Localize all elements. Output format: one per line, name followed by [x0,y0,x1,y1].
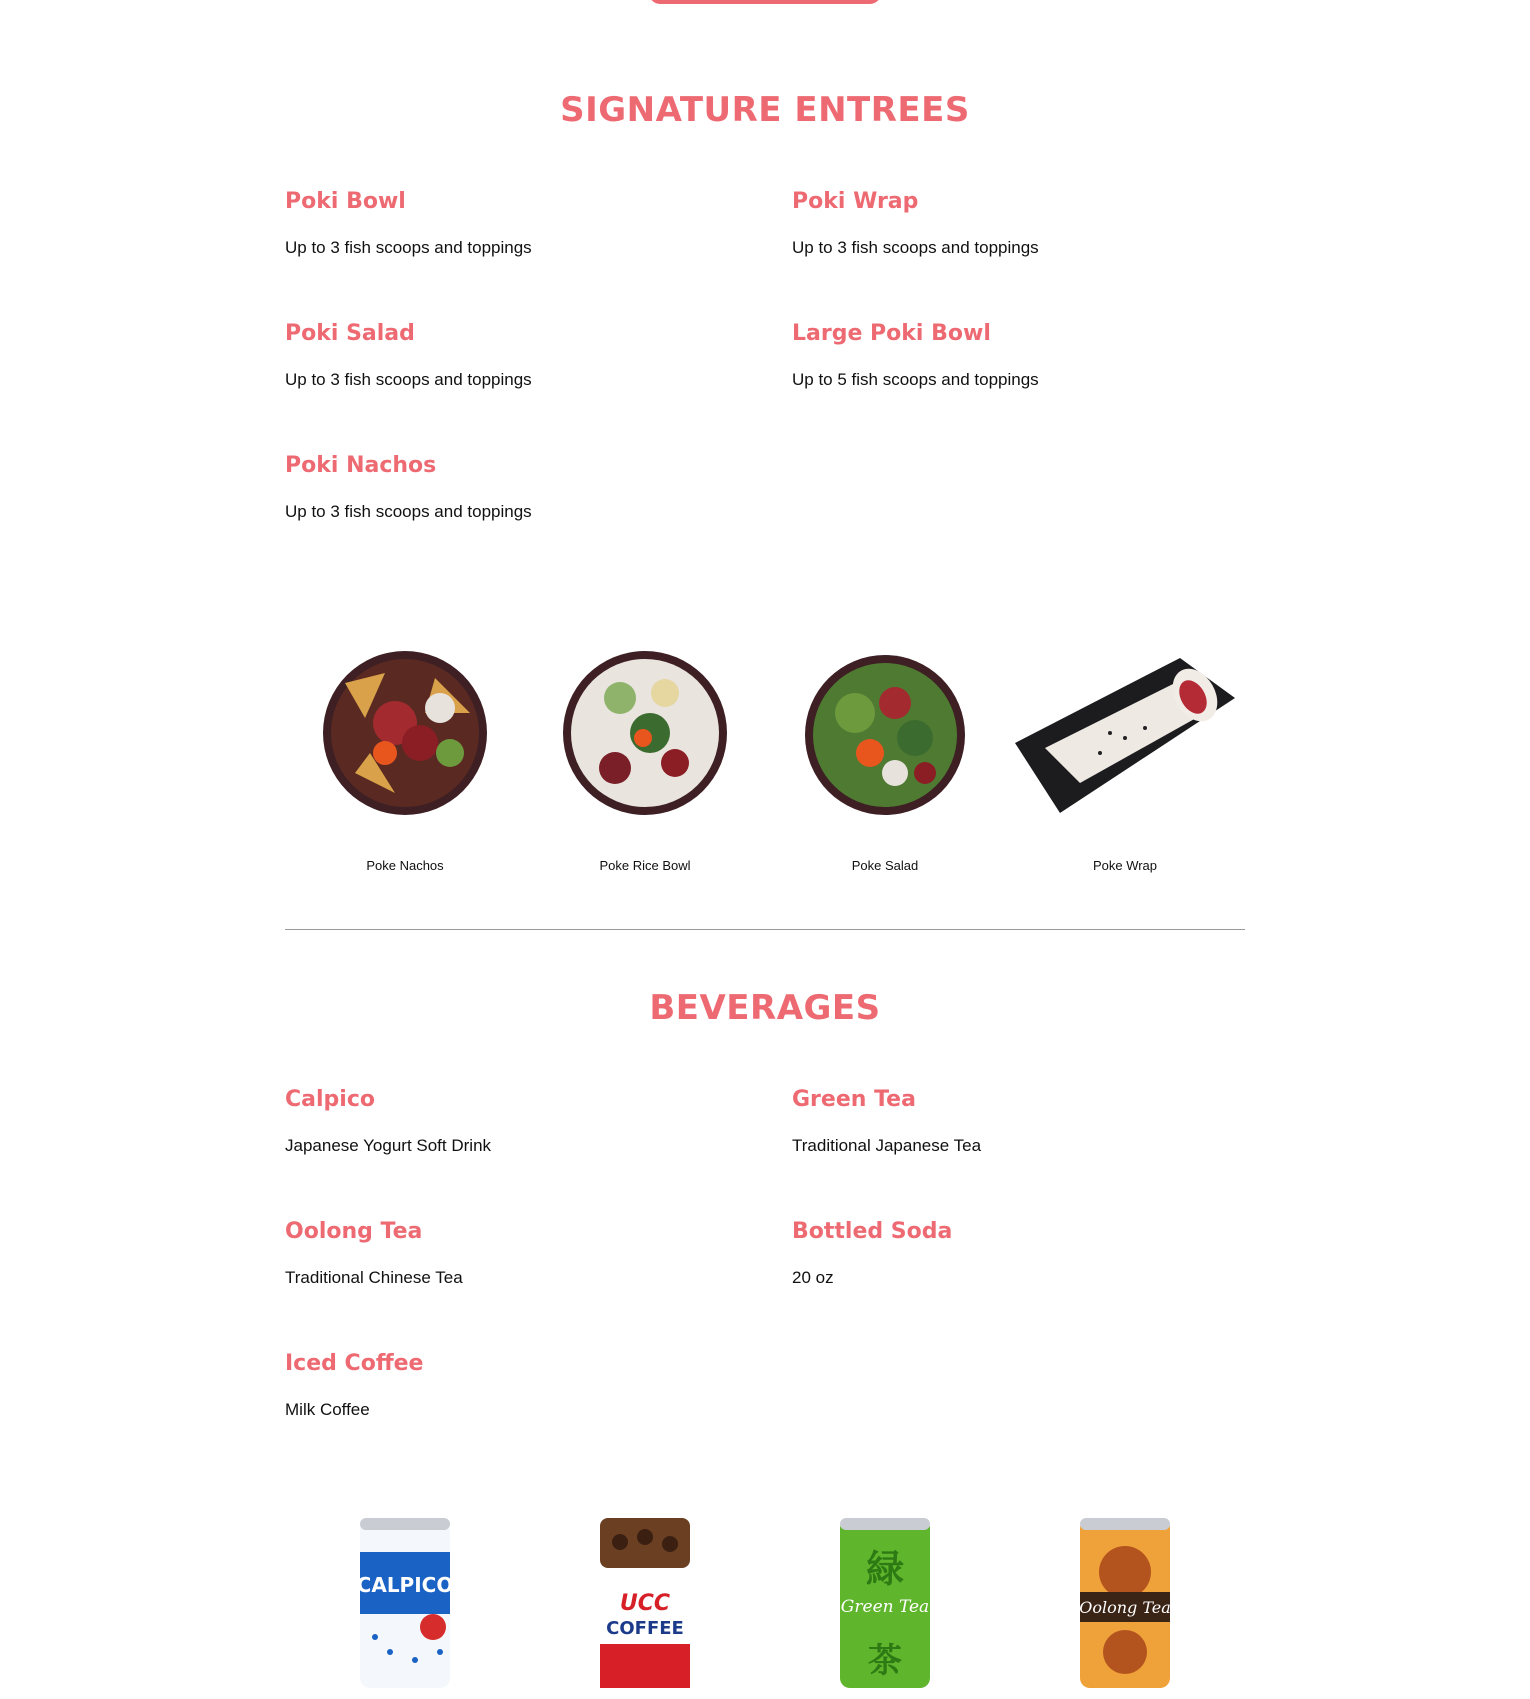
menu-item-bottled-soda [792,1218,1272,1287]
svg-text:緑: 緑 [865,1546,905,1591]
gallery-caption: Poke Wrap [1092,858,1158,873]
menu-item-poki-nachos [285,452,765,521]
gallery-caption: Poke Rice Bowl [599,858,691,873]
svg-text:UCC: UCC [619,1591,671,1616]
gallery-caption: Poke Salad [851,858,919,873]
item-name: Oolong Tea [285,1219,423,1244]
item-name: Green Tea [792,1087,916,1112]
svg-text:COFFEE: COFFEE [606,1618,684,1639]
item-description: Up to 5 fish scoops and toppings [792,370,1039,389]
item-name: Poki Salad [285,321,415,346]
gallery-item-calpico[interactable] [285,1512,525,1699]
menu-item-iced-coffee [285,1350,765,1419]
gallery-item-oolong-tea[interactable] [1005,1512,1245,1699]
gallery-item-green-tea[interactable] [765,1512,1005,1699]
item-description: 20 oz [792,1268,834,1287]
svg-text:茶: 茶 [868,1641,902,1681]
item-name: Bottled Soda [792,1219,953,1244]
ucc-coffee-can[interactable] [525,1512,765,1694]
item-description: Up to 3 fish scoops and toppings [792,238,1039,257]
beverages-section-title: BEVERAGES [649,988,881,1028]
menu-item-green-tea [792,1086,1272,1155]
menu-item-poki-salad [285,320,765,389]
gallery-item-poke-nachos[interactable] [285,643,525,873]
oolong-tea-can[interactable] [1005,1512,1245,1694]
svg-text:Oolong Tea: Oolong Tea [1079,1598,1171,1617]
calpico-can[interactable] [285,1512,525,1694]
menu-item-calpico [285,1086,765,1155]
green-tea-can[interactable] [765,1512,1005,1694]
item-description: Up to 3 fish scoops and toppings [285,370,532,389]
gallery-caption: Poke Nachos [366,858,444,873]
gallery-item-poke-salad[interactable] [765,643,1005,873]
poke-wrap-photo[interactable] [1005,643,1245,823]
item-name: Poki Bowl [285,189,406,214]
menu-item-oolong-tea [285,1218,765,1287]
item-description: Milk Coffee [285,1400,370,1419]
top-action-button[interactable] [649,0,881,4]
item-name: Poki Wrap [792,189,919,214]
item-name: Iced Coffee [285,1351,424,1376]
gallery-item-ucc-coffee[interactable] [525,1512,765,1699]
gallery-item-poke-rice-bowl[interactable] [525,643,765,873]
menu-item-poki-wrap [792,188,1272,257]
svg-text:CALPICO: CALPICO [356,1573,454,1597]
item-description: Japanese Yogurt Soft Drink [285,1136,492,1155]
item-description: Up to 3 fish scoops and toppings [285,238,532,257]
entrees-section-title: SIGNATURE ENTREES [560,90,970,130]
item-name: Calpico [285,1087,375,1112]
item-description: Traditional Chinese Tea [285,1268,463,1287]
menu-item-poki-bowl [285,188,765,257]
section-divider [285,929,1245,930]
item-description: Traditional Japanese Tea [792,1136,982,1155]
poke-nachos-photo[interactable] [285,643,525,823]
poke-salad-photo[interactable] [765,643,1005,823]
item-name: Poki Nachos [285,453,437,478]
item-name: Large Poki Bowl [792,321,991,346]
poke-rice-bowl-photo[interactable] [525,643,765,823]
gallery-item-poke-wrap[interactable] [1005,643,1245,873]
svg-text:Green Tea: Green Tea [840,1597,930,1617]
menu-item-large-poki-bowl [792,320,1272,389]
item-description: Up to 3 fish scoops and toppings [285,502,532,521]
